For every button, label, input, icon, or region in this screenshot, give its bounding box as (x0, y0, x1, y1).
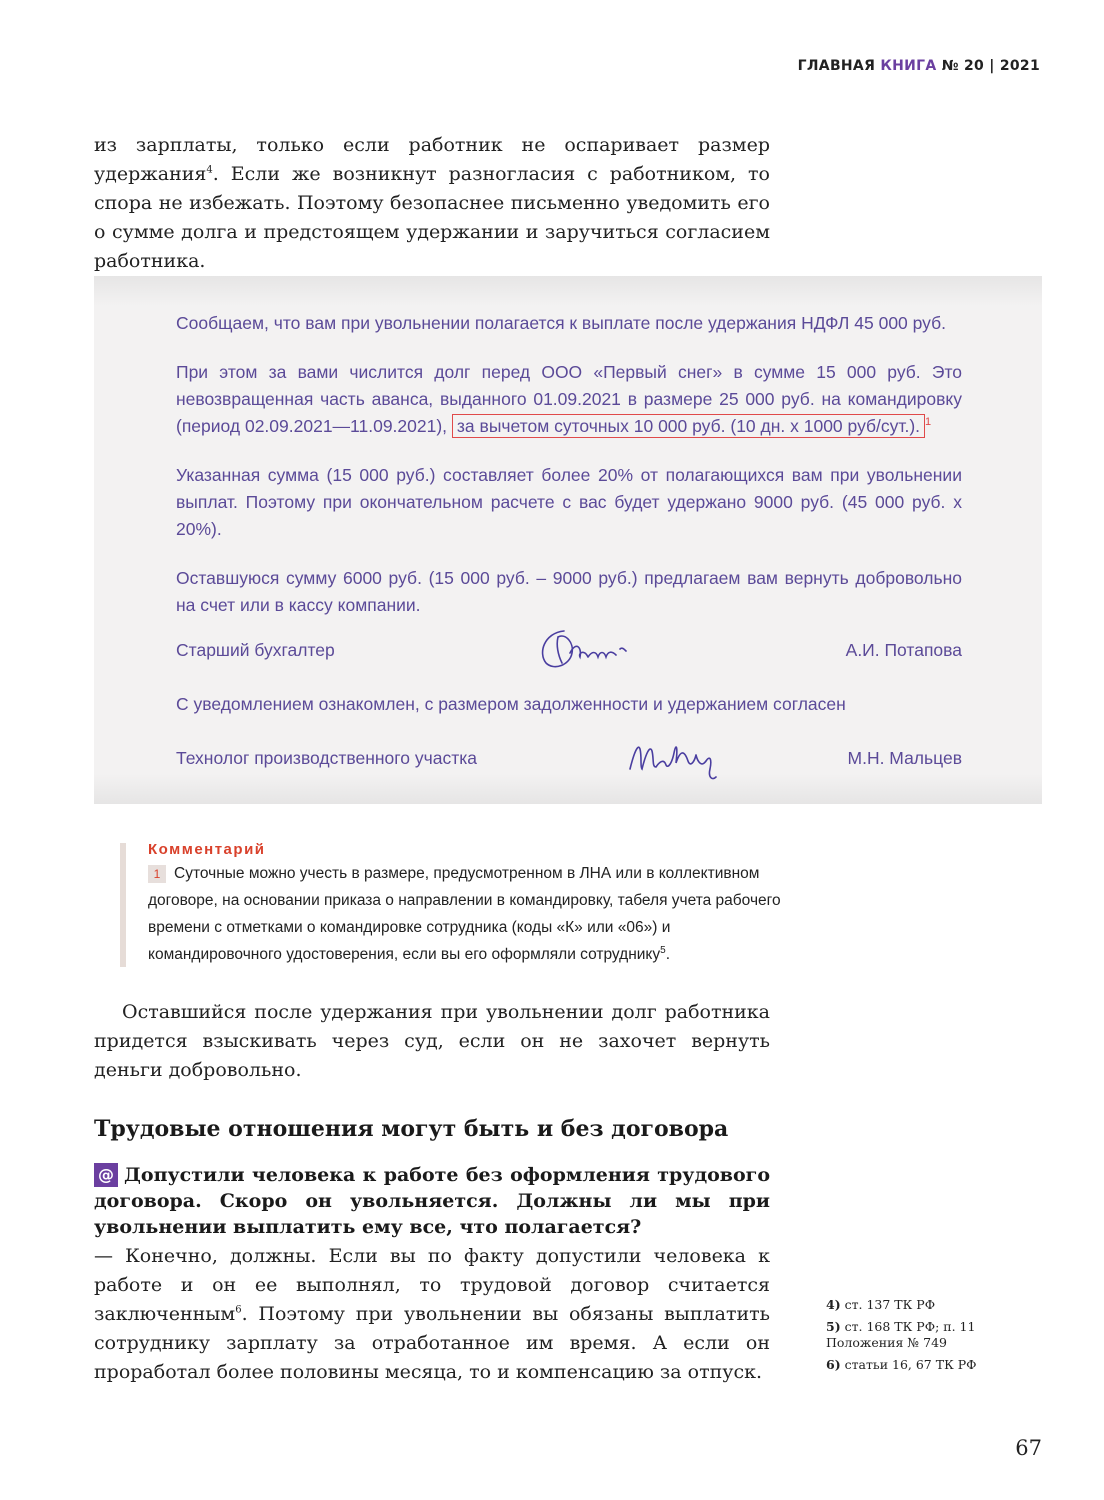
section-heading: Трудовые отношения могут быть и без договора (94, 1116, 729, 1142)
at-icon: @ (94, 1163, 118, 1187)
footnote-number: 4) (826, 1297, 841, 1312)
debt-paragraph: Оставшийся после удержания при увольнении долг работника придется взыскивать через суд, если он не захочет вернуть деньги добровольно. (94, 1001, 770, 1081)
footnote-ref-5[interactable]: 5 (660, 944, 666, 956)
highlighted-per-diem (452, 414, 925, 438)
answer-text-1: — Конечно, должны. Если вы по факту допустили человека к работе и он ее выполнял, то трудовой договор считается заключенным (94, 1245, 770, 1325)
answer-text-2: . Поэтому при увольнении вы обязаны выплатить сотруднику зарплату за отработанное им время. А если он проработал более половины месяца, то и компенсацию за отпуск. (94, 1303, 770, 1383)
footnote-item (826, 1319, 996, 1351)
comment-number-badge: 1 (148, 865, 166, 883)
footnotes-list (826, 1297, 996, 1379)
reader-question (94, 1162, 770, 1240)
employee-role: Технолог производственного участка (176, 747, 477, 768)
answer-paragraph (94, 1242, 770, 1387)
footnote-text: статьи 16, 67 ТК РФ (844, 1357, 977, 1372)
letter-sample-box (94, 276, 1042, 804)
signature-row-employee (176, 731, 962, 785)
letter-paragraph-2-text: При этом за вами числится долг перед ООО «Первый снег» в сумме 15 000 руб. Это невозвращенная часть аванса, выданного 01.09.2021 в размере 25 000 руб. на командировку (период 02.09.2021—11.09.2021), (176, 362, 962, 436)
footnote-number: 5) (826, 1319, 841, 1334)
comment-text (148, 860, 798, 968)
brand-part1: ГЛАВНАЯ (797, 58, 876, 74)
intro-text-1: из зарплаты, только если работник не оспаривает размер удержания (94, 134, 770, 185)
accountant-name: А.И. Потапова (845, 639, 962, 660)
brand-part2: КНИГА (880, 58, 937, 74)
page-number: 67 (1015, 1436, 1042, 1460)
employee-signature (624, 733, 724, 783)
intro-paragraph (94, 131, 770, 276)
footnote-text: ст. 137 ТК РФ (844, 1297, 936, 1312)
signature-row-accountant (176, 623, 962, 677)
footnote-ref-6[interactable]: 6 (235, 1304, 242, 1316)
question-text: Допустили человека к работе без оформления трудового договора. Скоро он увольняется. Должны ли мы при увольнении выплатить ему все, что полагается? (94, 1164, 770, 1238)
issue-number: № 20 | 2021 (941, 58, 1040, 74)
comment-end: . (665, 946, 670, 963)
comment-title: Комментарий (148, 841, 266, 858)
comment-body: Суточные можно учесть в размере, предусмотренном в ЛНА или в коллективном договоре, на основании приказа о направлении в командировку, табеля учета рабочего времени с отметками о командировке сотрудника (коды «К» или «06») и командировочного удостоверения, если вы его оформляли сотруднику (148, 865, 781, 963)
letter-body (176, 310, 962, 785)
accountant-role: Старший бухгалтер (176, 639, 335, 660)
letter-paragraph-3: Указанная сумма (15 000 руб.) составляет более 20% от полагающихся вам при увольнении выплат. Поэтому при окончательном расчете с вас будет удержано 9000 руб. (45 000 руб. х 20%). (176, 465, 962, 539)
acknowledgement-line: С уведомлением ознакомлен, с размером задолженности и удержанием согласен (176, 694, 846, 714)
intro-text-2: . Если же возникнут разногласия с работником, то спора не избежать. Поэтому безопаснее письменно уведомить его о сумме долга и предстоящем удержании и заручиться согласием работника. (94, 163, 770, 272)
highlighted-text: за вычетом суточных 10 000 руб. (10 дн. х 1000 руб/сут.). (456, 416, 921, 436)
footnote-item (826, 1297, 996, 1313)
footnote-text: ст. 168 ТК РФ; п. 11 Положения № 749 (826, 1319, 976, 1350)
letter-paragraph-1: Сообщаем, что вам при увольнении полагается к выплате после удержания НДФЛ 45 000 руб. (176, 313, 947, 333)
letter-paragraph-2 (176, 359, 962, 440)
employee-name: М.Н. Мальцев (847, 747, 962, 768)
footnote-number: 6) (826, 1357, 841, 1372)
magazine-header (798, 58, 1040, 74)
letter-paragraph-4: Оставшуюся сумму 6000 руб. (15 000 руб. – 9000 руб.) предлагаем вам вернуть добровольно на счет или в кассу компании. (176, 568, 962, 615)
footnote-ref-4[interactable]: 4 (206, 164, 213, 176)
accountant-signature (536, 623, 632, 675)
comment-marker-1[interactable]: 1 (925, 416, 932, 429)
comment-block (120, 843, 798, 967)
footnote-item (826, 1357, 996, 1373)
